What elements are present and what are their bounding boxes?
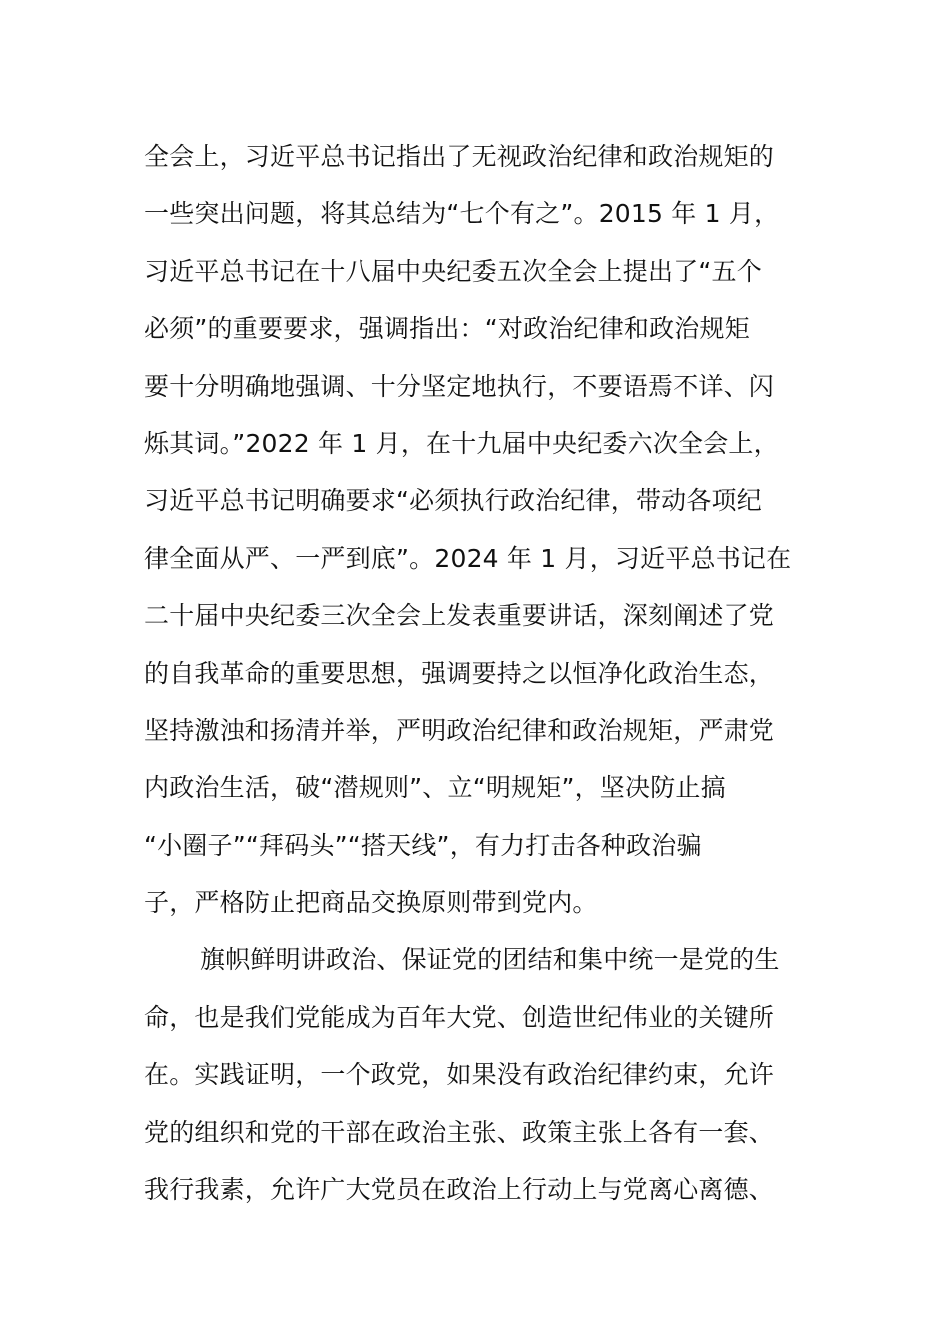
text-line: 一些突出问题，将其总结为“七个有之”。2015 年 1 月， — [144, 199, 780, 229]
text-line: 二十届中央纪委三次全会上发表重要讲话，深刻阐述了党 — [144, 601, 775, 631]
text-line: “小圈子”“拜码头”“搭天线”，有力打击各种政治骗 — [144, 830, 702, 860]
text-line: 律全面从严、一严到底”。2024 年 1 月，习近平总书记在 — [144, 543, 792, 573]
text-line: 我行我素，允许广大党员在政治上行动上与党离心离德、 — [144, 1175, 775, 1205]
paragraph-2 — [144, 931, 814, 1218]
text-line: 习近平总书记明确要求“必须执行政治纪律，带动各项纪 — [144, 486, 762, 516]
text-line: 的自我革命的重要思想，强调要持之以恒净化政治生态， — [144, 658, 775, 688]
text-line-first-indented: 旗帜鲜明讲政治、保证党的团结和集中统一是党的生 — [200, 945, 780, 975]
paragraph-1 — [144, 128, 814, 931]
text-line: 子，严格防止把商品交换原则带到党内。 — [144, 888, 598, 918]
text-line: 党的组织和党的干部在政治主张、政策主张上各有一套、 — [144, 1117, 775, 1147]
text-line: 必须”的重要要求，强调指出：“对政治纪律和政治规矩 — [144, 314, 750, 344]
text-line: 习近平总书记在十八届中央纪委五次全会上提出了“五个 — [144, 256, 762, 286]
text-line: 命，也是我们党能成为百年大党、创造世纪伟业的关键所 — [144, 1002, 775, 1032]
text-line: 要十分明确地强调、十分坚定地执行，不要语焉不详、闪 — [144, 371, 775, 401]
text-line: 全会上，习近平总书记指出了无视政治纪律和政治规矩的 — [144, 142, 775, 171]
text-line: 烁其词。”2022 年 1 月，在十九届中央纪委六次全会上， — [144, 428, 779, 458]
document-body — [144, 128, 814, 1218]
text-line: 坚持激浊和扬清并举，严明政治纪律和政治规矩，严肃党 — [144, 715, 775, 745]
text-line: 在。实践证明，一个政党，如果没有政治纪律约束，允许 — [144, 1060, 775, 1090]
text-line: 内政治生活，破“潜规则”、立“明规矩”，坚决防止搞 — [144, 773, 726, 803]
